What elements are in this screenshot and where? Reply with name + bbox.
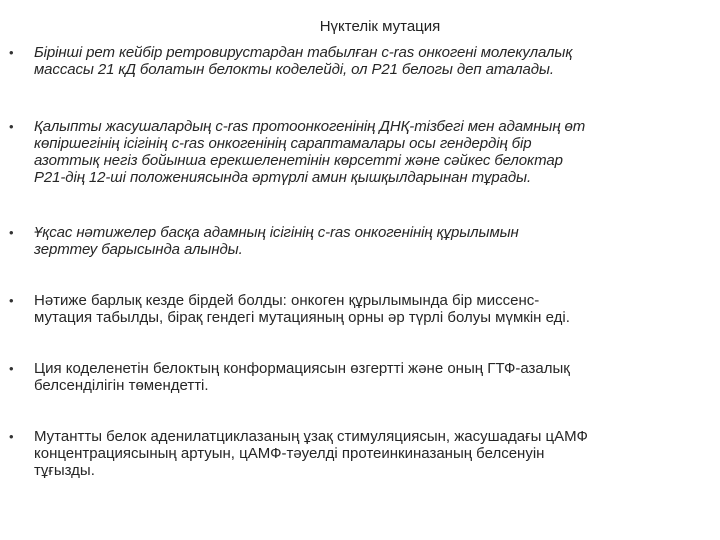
bullet-line: Ұқсас нәтижелер басқа адамның ісігінің c-ras онкогенінің құрылымын	[34, 224, 519, 241]
bullet-dot-icon: •	[9, 225, 14, 240]
bullet-line: концентрациясының артуын, цАМФ-тәуелді протеинкиназаның белсенуін	[34, 445, 545, 462]
bullet-text	[34, 360, 714, 394]
bullet-line: белсенділігін төмендетті.	[34, 377, 209, 394]
bullet-line: Бірінші рет кейбір ретровирустардан табылған c-ras онкогені молекулалық	[34, 44, 573, 61]
bullet-line: мутация табылды, бірақ гендегі мутацияның орны әр түрлі болуы мүмкін еді.	[34, 309, 570, 326]
bullet-line: Мутантты белок аденилатциклазаның ұзақ стимуляциясын, жасушадағы цАМФ	[34, 428, 588, 445]
bullet-text	[34, 44, 714, 78]
bullet-line: тұғызды.	[34, 462, 95, 479]
bullet-line: Р21-дің 12-ші положениясында әртүрлі амин қышқылдарынан тұрады.	[34, 169, 532, 186]
bullet-line: Ция коделенетін белоктың конформациясын өзгертті және оның ГТФ-азалық	[34, 360, 570, 377]
slide-title: Нүктелік мутация	[319, 18, 441, 35]
bullet-line: массасы 21 кД болатын белокты коделейді, ол Р21 белогы деп аталады.	[34, 61, 554, 78]
bullet-text	[34, 428, 714, 479]
bullet-text	[34, 118, 714, 186]
bullet-text	[34, 224, 714, 258]
bullet-dot-icon: •	[9, 45, 14, 60]
bullet-dot-icon: •	[9, 119, 14, 134]
bullet-dot-icon: •	[9, 429, 14, 444]
bullet-line: Қалыпты жасушалардың c-ras протоонкогенінің ДНҚ-тізбегі мен адамның өт	[34, 118, 586, 135]
bullet-line: көпіршегінің ісігінің c-ras онкогенінің сараптамалары осы гендердің бір	[34, 135, 532, 152]
bullet-line: Нәтиже барлық кезде бірдей болды: онкоген құрылымында бір миссенс-	[34, 292, 540, 309]
bullet-line: азоттық негіз бойынша ерекшеленетінін көрсетті және сәйкес белоктар	[34, 152, 563, 169]
bullet-line: зерттеу барысында алынды.	[34, 241, 243, 258]
bullet-dot-icon: •	[9, 361, 14, 376]
bullet-text	[34, 292, 714, 326]
bullet-dot-icon: •	[9, 293, 14, 308]
